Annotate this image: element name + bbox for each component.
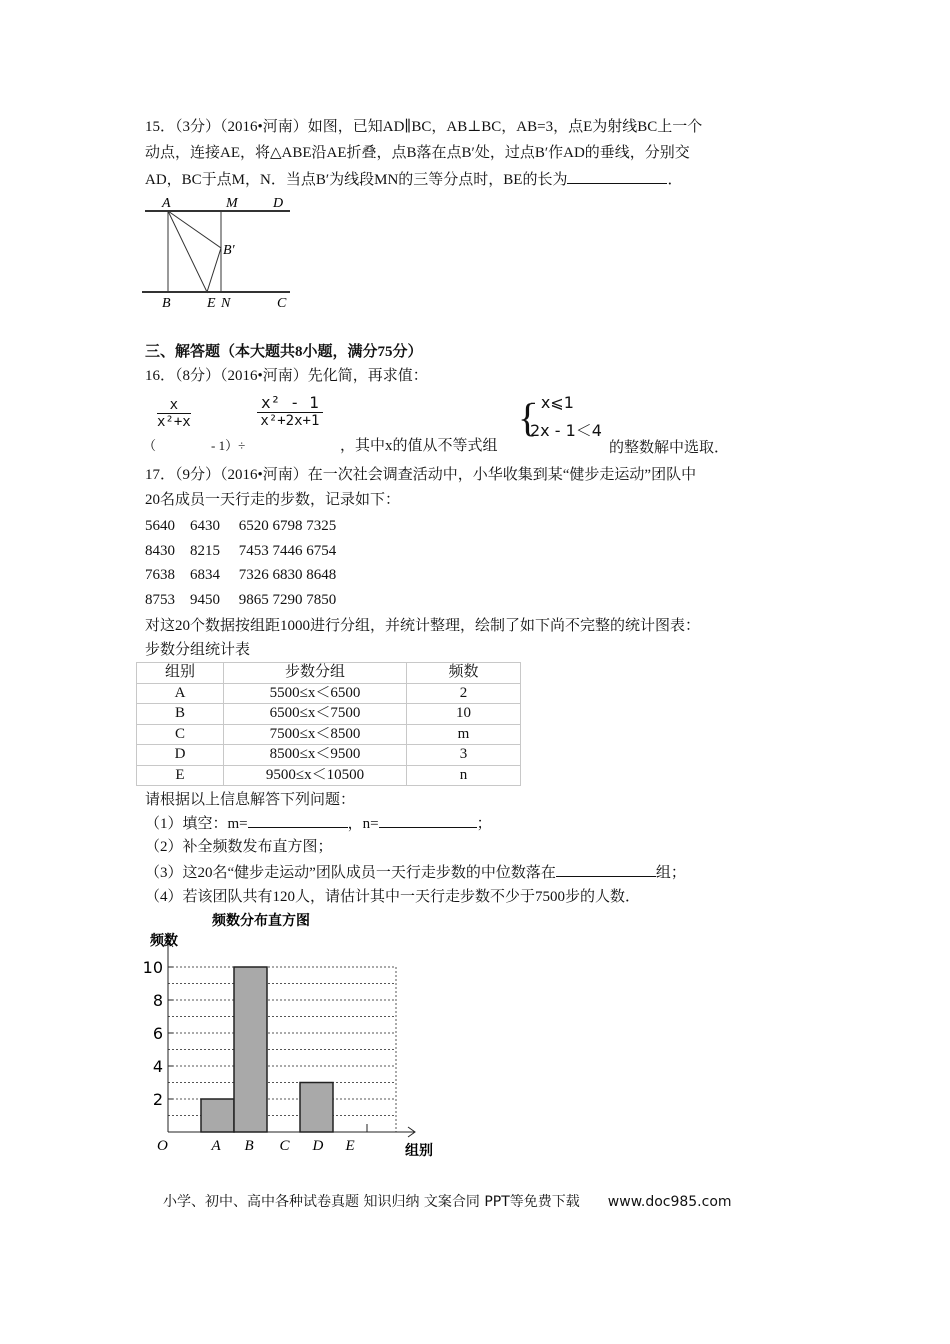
q17-line-2: 20名成员一天行走的步数，记录如下： (145, 492, 401, 508)
cell: 10 (407, 704, 521, 725)
th: 步数分组 (224, 663, 407, 684)
q16-line-1: 16．（8分）（2016•河南）先化简，再求值： (145, 368, 428, 384)
y-tick-label: 8 (152, 991, 163, 1010)
x-tick-label: E (345, 1138, 355, 1154)
y-tick-label: 4 (152, 1057, 163, 1076)
cell: 9500≤x＜10500 (224, 765, 407, 786)
label-Bprime: B′ (223, 243, 235, 258)
cell: 8500≤x＜9500 (224, 745, 407, 766)
q1-text: （1）填空：m= (145, 816, 248, 832)
data-row: 8753 9450 9865 7290 7850 (145, 592, 337, 608)
x-tick-label: D (312, 1138, 324, 1154)
cell: 6500≤x＜7500 (224, 704, 407, 725)
y-tick-label: 6 (152, 1024, 163, 1043)
table-caption: 步数分组统计表 (145, 642, 251, 658)
y-tick-label: 2 (152, 1090, 163, 1109)
data-row: 7638 6834 7326 6830 8648 (145, 567, 337, 583)
cell: 5500≤x＜6500 (224, 683, 407, 704)
q3-text: （3）这20名“健步走运动”团队成员一天行走步数的中位数落在 (145, 865, 556, 881)
cell: D (137, 745, 224, 766)
y-axis-label: 频数 (150, 933, 178, 949)
q16-mid: ，其中x的值从不等式组 (340, 438, 498, 454)
q17-prompt: 请根据以上信息解答下列问题： (145, 792, 356, 808)
open-paren: （ (143, 438, 157, 453)
x-tick-label: C (279, 1138, 290, 1154)
q16-tail: 的整数解中选取． (609, 440, 730, 456)
label-B: B (162, 296, 171, 311)
cell: 7500≤x＜8500 (224, 724, 407, 745)
x-axis-label: 组别 (405, 1143, 433, 1159)
q17-line-1: 17．（9分）（2016•河南）在一次社会调查活动中，小华收集到某“健步走运动”团队中 (145, 467, 697, 483)
x-tick-label: B (244, 1138, 254, 1154)
f1-num: x (157, 397, 191, 414)
cell: C (137, 724, 224, 745)
cell: B (137, 704, 224, 725)
th: 频数 (407, 663, 521, 684)
minus-one-div: - 1）÷ (211, 438, 246, 453)
label-E: E (207, 296, 216, 311)
q15-line-2: 动点，连接AE，将△ABE沿AE折叠，点B落在点B′处，过点B′作AD的垂线，分别交 (145, 145, 690, 161)
q17-sub2: （2）补全频数发布直方图； (145, 839, 333, 855)
brace-icon: { (518, 395, 538, 440)
cell: n (407, 765, 521, 786)
data-row: 5640 6430 6520 6798 7325 (145, 518, 337, 534)
th: 组别 (137, 663, 224, 684)
cell: 3 (407, 745, 521, 766)
label-N: N (221, 296, 231, 311)
f2-den: x²+2x+1 (260, 413, 320, 429)
q17-sub4: （4）若该团队共有120人，请估计其中一天行走步数不少于7500步的人数． (145, 889, 641, 905)
label-M: M (226, 196, 238, 211)
q1-text-n: ，n= (347, 816, 379, 832)
q17-after: 对这20个数据按组距1000进行分组，并统计整理，绘制了如下尚不完整的统计图表： (145, 618, 701, 634)
cell: m (407, 724, 521, 745)
x-tick-label: A (211, 1138, 221, 1154)
q15-line-3-text: AD，BC于点M，N．当点B′为线段MN的三等分点时，BE的长为 (145, 172, 568, 188)
footer-text: 小学、初中、高中各种试卷真题 知识归纳 文案合同 PPT等免费下载 (163, 1194, 580, 1210)
label-A: A (162, 196, 171, 211)
bar-B (234, 967, 267, 1132)
f2-num: x² - 1 (257, 393, 323, 413)
q3-end: 组； (655, 865, 686, 881)
inequality-1: - x⩽1 (530, 393, 574, 412)
f1-den: x²+x (157, 414, 191, 430)
bar-A (201, 1099, 234, 1132)
label-C: C (277, 296, 287, 311)
data-row: 8430 8215 7453 7446 6754 (145, 543, 337, 559)
footer-url[interactable]: www.doc985.com (607, 1194, 732, 1210)
chart-title: 频数分布直方图 (212, 913, 310, 929)
q15-line-1: 15．（3分）（2016•河南）如图，已知AD∥BC，AB⊥BC，AB=3，点E为射线BC上一个 (145, 119, 703, 135)
cell: A (137, 683, 224, 704)
cell: E (137, 765, 224, 786)
cell: 2 (407, 683, 521, 704)
origin-label: O (157, 1138, 168, 1154)
y-tick-label: 10 (142, 958, 163, 977)
label-D: D (273, 196, 284, 211)
inequality-2: 2x - 1＜4 (530, 421, 602, 440)
q1-end: ； (476, 816, 492, 832)
footer (163, 1191, 732, 1211)
section-heading: 三、解答题（本大题共8小题，满分75分） (145, 344, 423, 360)
bar-D (300, 1083, 333, 1133)
q15-end: ． (667, 172, 683, 188)
